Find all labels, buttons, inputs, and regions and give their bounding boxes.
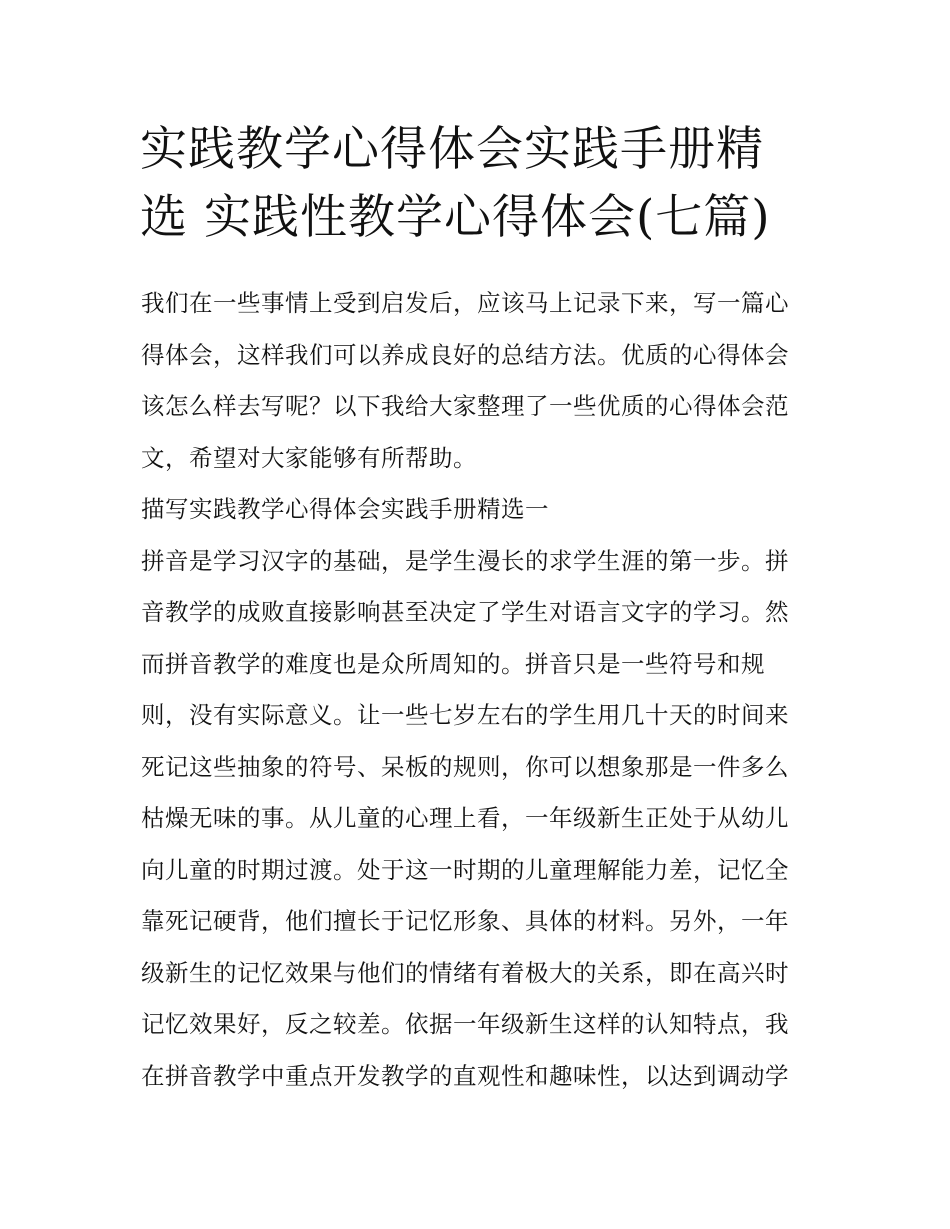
paragraph-line: 而拼音教学的难度也是众所周知的。拼音只是一些符号和规 bbox=[141, 649, 765, 678]
paragraph-line: 向儿童的时期过渡。处于这一时期的儿童理解能力差，记忆全 bbox=[141, 855, 789, 884]
paragraph-line: 记忆效果好，反之较差。依据一年级新生这样的认知特点，我 bbox=[141, 1010, 789, 1038]
intro-line: 文，希望对大家能够有所帮助。 bbox=[141, 443, 477, 472]
paragraph-line: 枯燥无味的事。从儿童的心理上看，一年级新生正处于从幼儿 bbox=[141, 804, 789, 832]
section-heading: 描写实践教学心得体会实践手册精选一 bbox=[141, 495, 549, 523]
paragraph-line: 靠死记硬背，他们擅长于记忆形象、具体的材料。另外，一年 bbox=[141, 907, 789, 935]
document-body bbox=[141, 284, 821, 1108]
paragraph-line: 音教学的成败直接影响甚至决定了学生对语言文字的学习。然 bbox=[141, 598, 789, 626]
intro-line: 该怎么样去写呢？以下我给大家整理了一些优质的心得体会范 bbox=[141, 392, 789, 420]
title-line: 实践教学心得体会实践手册精 bbox=[140, 122, 764, 177]
intro-line: 我们在一些事情上受到启发后，应该马上记录下来，写一篇心 bbox=[141, 289, 789, 317]
paragraph-line: 拼音是学习汉字的基础，是学生漫长的求学生涯的第一步。拼 bbox=[141, 546, 789, 575]
document-title bbox=[140, 116, 820, 252]
intro-line: 得体会，这样我们可以养成良好的总结方法。优质的心得体会 bbox=[141, 340, 789, 369]
paragraph-line: 在拼音教学中重点开发教学的直观性和趣味性，以达到调动学 bbox=[141, 1061, 789, 1090]
paragraph-line: 死记这些抽象的符号、呆板的规则，你可以想象那是一件多么 bbox=[141, 752, 789, 781]
paragraph-line: 则，没有实际意义。让一些七岁左右的学生用几十天的时间来 bbox=[141, 701, 789, 729]
title-line: 选 实践性教学心得体会(七篇) bbox=[140, 190, 771, 245]
paragraph-line: 级新生的记忆效果与他们的情绪有着极大的关系，即在高兴时 bbox=[141, 958, 789, 987]
